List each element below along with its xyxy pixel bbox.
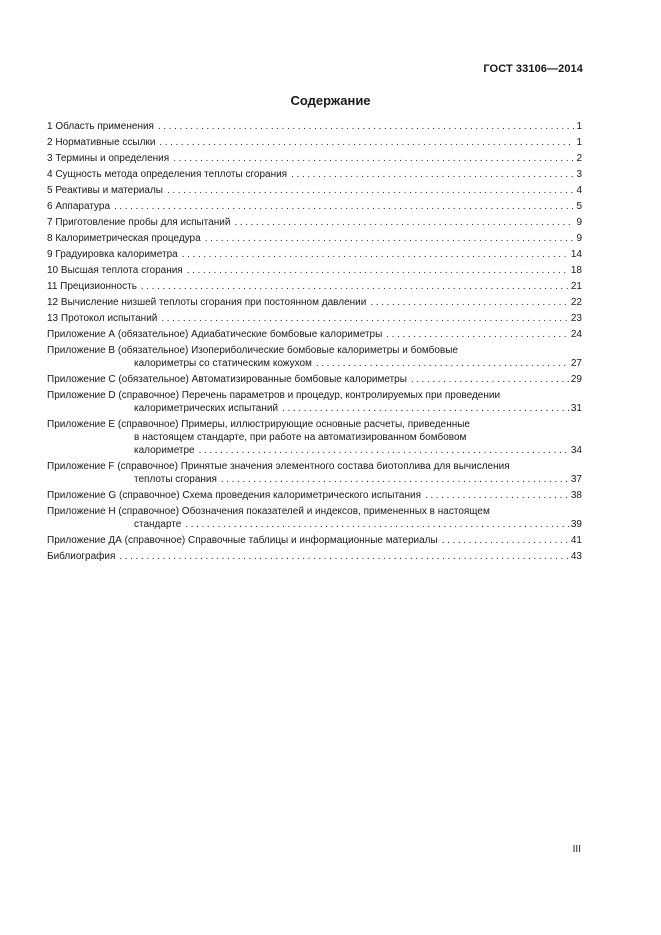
leader-dots xyxy=(282,402,569,415)
leader-dots xyxy=(199,444,569,457)
toc-entry[interactable] xyxy=(47,312,582,325)
toc-entry-page: 37 xyxy=(570,474,582,485)
leader-dots xyxy=(316,357,569,370)
toc-entry-text: 2 Нормативные ссылки xyxy=(47,137,156,148)
toc-entry[interactable] xyxy=(47,248,582,261)
toc-entry-text: Приложение Е (справочное) Примеры, иллюстрирующие основные расчеты, приведенные xyxy=(47,419,470,430)
toc-entry-text: 12 Вычисление низшей теплоты сгорания при постоянном давлении xyxy=(47,297,367,308)
toc-entry-page: 41 xyxy=(570,535,582,546)
leader-dots xyxy=(370,296,569,309)
toc-entry-annex-h[interactable] xyxy=(47,505,582,531)
toc-entry-page: 18 xyxy=(570,265,582,276)
toc-entry-text: 4 Сущность метода определения теплоты сгорания xyxy=(47,169,288,180)
toc-entry-annex-a[interactable] xyxy=(47,328,582,341)
toc-entry-text: 6 Аппаратура xyxy=(47,201,111,212)
toc-entry-annex-f[interactable] xyxy=(47,460,582,486)
leader-dots xyxy=(141,280,569,293)
toc-entry-page: 31 xyxy=(570,403,582,414)
toc-entry-text: 1 Область применения xyxy=(47,121,154,132)
toc-entry-annex-e[interactable] xyxy=(47,418,582,457)
toc-entry-text-continued: стандарте xyxy=(134,519,182,530)
toc-entry-page: 22 xyxy=(570,297,582,308)
leader-dots xyxy=(425,489,569,502)
toc-entry-text: Приложение А (обязательное) Адиабатические бомбовые калориметры xyxy=(47,329,383,340)
toc-entry-page: 1 xyxy=(576,137,582,148)
toc-entry-page: 9 xyxy=(576,217,582,228)
toc-entry-text-continued: теплоты сгорания xyxy=(134,474,217,485)
leader-dots xyxy=(291,168,574,181)
toc-entry-text: Приложение Н (справочное) Обозначения показателей и индексов, примененных в настоящем xyxy=(47,506,490,517)
leader-dots xyxy=(221,473,569,486)
toc-entry-page: 34 xyxy=(570,445,582,456)
toc-entry-text: 3 Термины и определения xyxy=(47,153,170,164)
toc-entry-page: 29 xyxy=(570,374,582,385)
toc-entry-text: 9 Градуировка калориметра xyxy=(47,249,178,260)
toc-entry-annex-da[interactable] xyxy=(47,534,582,547)
leader-dots xyxy=(386,328,569,341)
toc-entry-text: Приложение F (справочное) Принятые значения элементного состава биотоплива для вычисления xyxy=(47,461,510,472)
toc-entry-text-continued: калориметры со статическим кожухом xyxy=(134,358,312,369)
toc-entry-text-continued: калориметре xyxy=(134,445,195,456)
toc-entry-text: 13 Протокол испытаний xyxy=(47,313,158,324)
toc-entry-page: 27 xyxy=(570,358,582,369)
toc-entry-page: 23 xyxy=(570,313,582,324)
leader-dots xyxy=(442,534,569,547)
toc-entry-text: Приложение С (обязательное) Автоматизированные бомбовые калориметры xyxy=(47,374,407,385)
toc-entry-annex-c[interactable] xyxy=(47,373,582,386)
toc-entry-text: 10 Высшая теплота сгорания xyxy=(47,265,183,276)
document-code: ГОСТ 33106—2014 xyxy=(483,63,583,75)
toc-entry-page: 38 xyxy=(570,490,582,501)
toc-entry-page: 24 xyxy=(570,329,582,340)
toc-entry-text-continued: калориметрических испытаний xyxy=(134,403,279,414)
toc-entry-text: Приложение ДА (справочное) Справочные таблицы и информационные материалы xyxy=(47,535,438,546)
leader-dots xyxy=(159,136,574,149)
leader-dots xyxy=(158,120,574,133)
leader-dots xyxy=(114,200,574,213)
table-of-contents xyxy=(47,120,582,566)
toc-entry-page: 39 xyxy=(570,519,582,530)
toc-entry-text: Приложение G (справочное) Схема проведения калориметрического испытания xyxy=(47,490,421,501)
toc-entry-page: 2 xyxy=(576,153,582,164)
leader-dots xyxy=(182,248,569,261)
toc-entry[interactable] xyxy=(47,216,582,229)
toc-entry-text: 8 Калориметрическая процедура xyxy=(47,233,201,244)
toc-entry-page: 21 xyxy=(570,281,582,292)
toc-entry[interactable] xyxy=(47,152,582,165)
leader-dots xyxy=(411,373,569,386)
leader-dots xyxy=(119,550,568,563)
toc-entry[interactable] xyxy=(47,136,582,149)
toc-entry-annex-g[interactable] xyxy=(47,489,582,502)
leader-dots xyxy=(173,152,574,165)
toc-entry-annex-b[interactable] xyxy=(47,344,582,370)
leader-dots xyxy=(185,518,569,531)
toc-entry[interactable] xyxy=(47,280,582,293)
toc-entry[interactable] xyxy=(47,296,582,309)
leader-dots xyxy=(167,184,574,197)
toc-entry-text: 5 Реактивы и материалы xyxy=(47,185,163,196)
toc-entry-page: 4 xyxy=(576,185,582,196)
toc-entry-page: 1 xyxy=(576,121,582,132)
toc-entry-text-continued: в настоящем стандарте, при работе на автоматизированном бомбовом xyxy=(134,432,467,443)
toc-entry[interactable] xyxy=(47,200,582,213)
toc-entry[interactable] xyxy=(47,184,582,197)
toc-entry-page: 5 xyxy=(576,201,582,212)
leader-dots xyxy=(234,216,574,229)
toc-entry[interactable] xyxy=(47,168,582,181)
leader-dots xyxy=(161,312,568,325)
toc-entry[interactable] xyxy=(47,120,582,133)
toc-entry-bibliography[interactable] xyxy=(47,550,582,563)
toc-entry-page: 3 xyxy=(576,169,582,180)
toc-entry-text: Приложение В (обязательное) Изопериболические бомбовые калориметры и бомбовые xyxy=(47,345,458,356)
toc-entry-text: Библиография xyxy=(47,551,116,562)
toc-entry-page: 43 xyxy=(570,551,582,562)
toc-entry[interactable] xyxy=(47,232,582,245)
toc-entry-page: 9 xyxy=(576,233,582,244)
toc-title: Содержание xyxy=(290,93,371,108)
toc-entry-page: 14 xyxy=(570,249,582,260)
toc-entry-annex-d[interactable] xyxy=(47,389,582,415)
toc-entry[interactable] xyxy=(47,264,582,277)
toc-entry-text: 11 Прецизионность xyxy=(47,281,137,292)
toc-entry-text: Приложение D (справочное) Перечень параметров и процедур, контролируемых при проведении xyxy=(47,390,501,401)
leader-dots xyxy=(187,264,569,277)
leader-dots xyxy=(205,232,575,245)
page-number: III xyxy=(572,844,581,855)
toc-entry-text: 7 Приготовление пробы для испытаний xyxy=(47,217,231,228)
